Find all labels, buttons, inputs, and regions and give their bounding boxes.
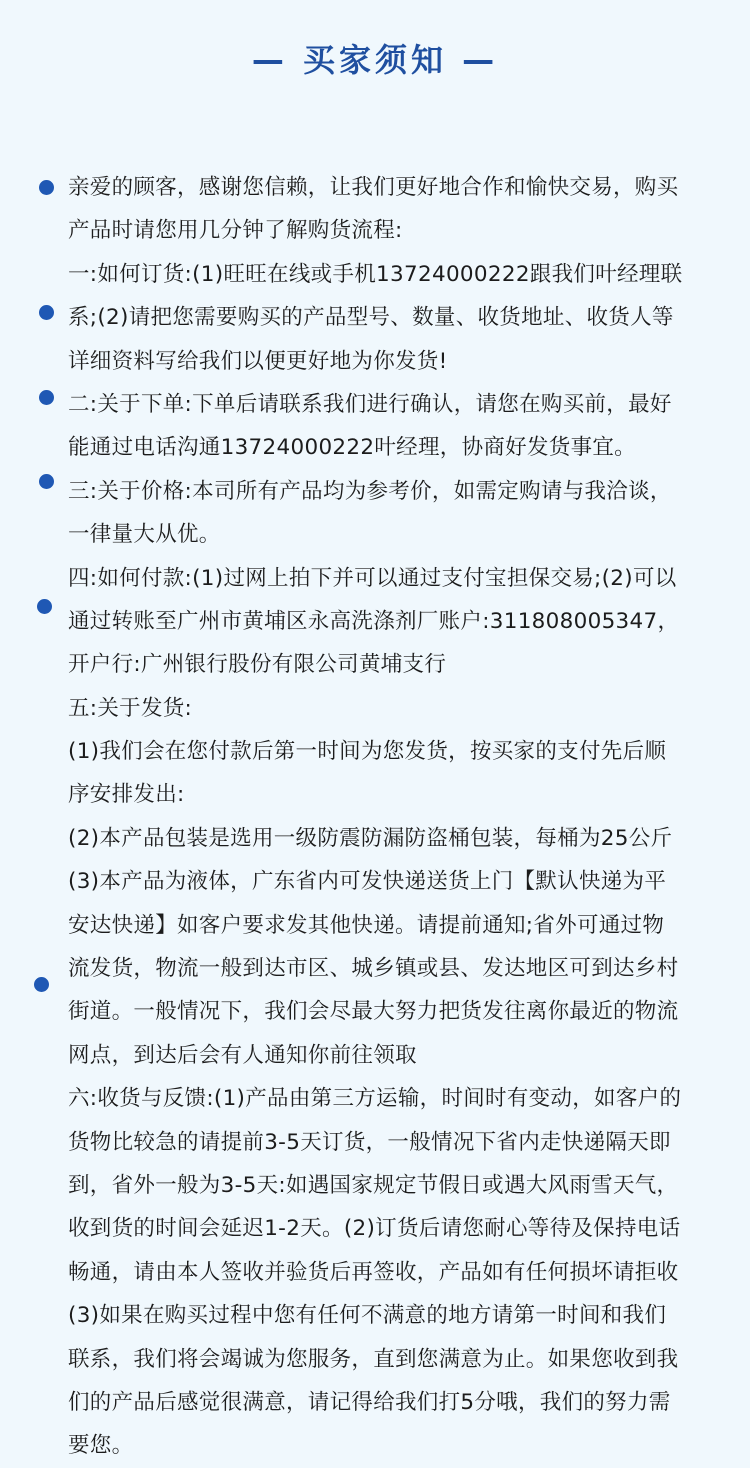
notice-line: 能通过电话沟通13724000222叶经理，协商好发货事宜。 (68, 435, 636, 461)
notice-line: 三:关于价格:本司所有产品均为参考价，如需定购请与我洽谈， (68, 478, 672, 504)
notice-line: 安达快递】如客户要求发其他快递。请提前通知;省外可通过物 (68, 912, 665, 938)
notice-line: 们的产品后感觉很满意，请记得给我们打5分哦，我们的努力需 (68, 1389, 671, 1415)
notice-line: 一律量大从优。 (68, 522, 221, 548)
notice-line: 序安排发出: (68, 782, 185, 808)
bullet-icon (39, 180, 54, 195)
notice-line: 网点，到达后会有人通知你前往领取 (68, 1042, 417, 1068)
notice-line: 一:如何订货:(1)旺旺在线或手机13724000222跟我们叶经理联 (68, 261, 683, 287)
notice-line: 联系，我们将会竭诚为您服务，直到您满意为止。如果您收到我 (68, 1346, 679, 1372)
notice-line: 四:如何付款:(1)过网上拍下并可以通过支付宝担保交易;(2)可以 (68, 565, 677, 591)
notice-content (68, 166, 748, 1468)
notice-line: 要您。 (68, 1433, 134, 1459)
notice-line: 二:关于下单:下单后请联系我们进行确认，请您在购买前，最好 (68, 391, 672, 417)
notice-line: 系;(2)请把您需要购买的产品型号、数量、收货地址、收货人等 (68, 305, 674, 331)
bullet-icon (39, 390, 54, 405)
notice-line: (1)我们会在您付款后第一时间为您发货，按买家的支付先后顺 (68, 739, 667, 765)
notice-line: 畅通，请由本人签收并验货后再签收，产品如有任何损坏请拒收 (68, 1259, 679, 1285)
notice-line: 五:关于发货: (68, 695, 193, 721)
bullet-icon (34, 977, 49, 992)
notice-line: 街道。一般情况下，我们会尽最大努力把货发往离你最近的物流 (68, 999, 679, 1025)
notice-line: (2)本产品包装是选用一级防震防漏防盗桶包装，每桶为25公斤 (68, 825, 673, 851)
page-title: — 买家须知 — (251, 41, 499, 79)
notice-line: (3)本产品为液体，广东省内可发快递送货上门【默认快递为平 (68, 869, 667, 895)
notice-line: 产品时请您用几分钟了解购货流程: (68, 218, 403, 244)
notice-line: 六:收货与反馈:(1)产品由第三方运输，时间时有变动，如客户的 (68, 1086, 682, 1112)
notice-line: 货物比较急的请提前3-5天订货，一般情况下省内走快递隔天即 (68, 1129, 671, 1155)
bullet-icon (39, 305, 54, 320)
notice-line: 流发货，物流一般到达市区、城乡镇或县、发达地区可到达乡村 (68, 956, 679, 982)
notice-line: 开户行:广州银行股份有限公司黄埔支行 (68, 652, 447, 678)
notice-line: (3)如果在购买过程中您有任何不满意的地方请第一时间和我们 (68, 1303, 667, 1329)
bullet-icon (39, 474, 54, 489)
notice-line: 亲爱的顾客，感谢您信赖，让我们更好地合作和愉快交易，购买 (68, 175, 679, 200)
bullet-icon (37, 599, 52, 614)
notice-line: 到，省外一般为3-5天:如遇国家规定节假日或遇大风雨雪天气， (68, 1172, 679, 1198)
notice-line: 详细资料写给我们以便更好地为你发货! (68, 348, 448, 374)
notice-line: 收到货的时间会延迟1-2天。(2)订货后请您耐心等待及保持电话 (68, 1216, 681, 1242)
notice-line: 通过转账至广州市黄埔区永高洗涤剂厂账户:311808005347， (68, 608, 680, 634)
